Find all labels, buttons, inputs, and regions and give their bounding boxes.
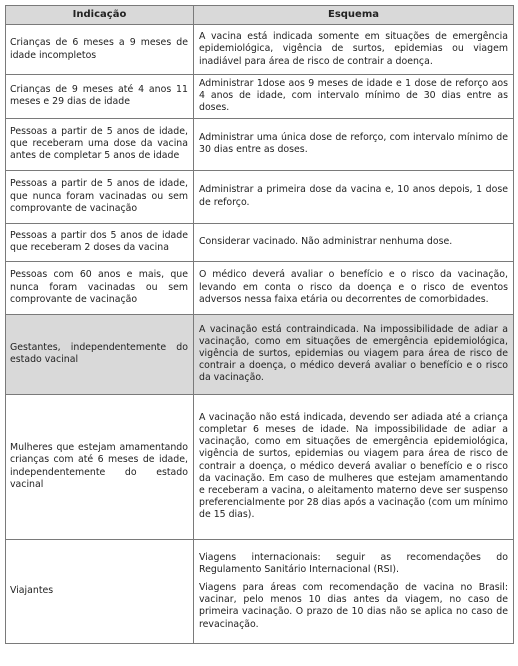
header-indicacao: Indicação (6, 6, 194, 25)
indicacao-text: Pessoas a partir de 5 anos de idade, que receberam uma dose da vacina antes de completar 5 anos de idade (10, 125, 188, 162)
esquema-text: Viagens internacionais: seguir as recomendações do Regulamento Sanitário Internacional (RSI). (199, 551, 508, 575)
table-row (6, 223, 514, 261)
esquema-text: Viagens para áreas com recomendação de vacina no Brasil: vacinar, pelo menos 10 dias antes da viagem, no caso de primeira vacinação. O prazo de 10 dias não se aplica no caso de revacinação. (199, 581, 508, 630)
indicacao-cell (6, 261, 194, 314)
indicacao-cell (6, 539, 194, 643)
indicacao-cell (6, 75, 194, 119)
esquema-text: Administrar a primeira dose da vacina e, 10 anos depois, 1 dose de reforço. (199, 184, 508, 208)
indicacao-cell (6, 118, 194, 170)
esquema-cell (194, 261, 514, 314)
indicacao-text: Crianças de 6 meses a 9 meses de idade incompletos (10, 37, 188, 61)
esquema-text: O médico deverá avaliar o benefício e o risco da vacinação, levando em conta o risco da doença e o risco de eventos adversos nessa faixa etária ou decorrentes de comorbidades. (199, 269, 508, 305)
esquema-cell (194, 394, 514, 539)
indicacao-text: Pessoas a partir dos 5 anos de idade que receberam 2 doses da vacina (10, 229, 188, 254)
vaccination-table-container (5, 5, 513, 644)
esquema-text: Considerar vacinado. Não administrar nenhuma dose. (199, 236, 453, 247)
indicacao-text: Pessoas a partir de 5 anos de idade, que nunca foram vacinadas ou sem comprovante de vacinação (10, 178, 188, 214)
esquema-cell (194, 118, 514, 170)
indicacao-cell (6, 170, 194, 223)
table-row (6, 261, 514, 314)
table-row (6, 394, 514, 539)
vaccination-table (5, 5, 514, 644)
indicacao-cell (6, 314, 194, 394)
table-row (6, 75, 514, 119)
table-row-shaded (6, 314, 514, 394)
esquema-cell (194, 223, 514, 261)
indicacao-text: Mulheres que estejam amamentando crianças com até 6 meses de idade, independentemente do estado vacinal (10, 442, 188, 490)
esquema-cell (194, 170, 514, 223)
esquema-text: Administrar uma única dose de reforço, com intervalo mínimo de 30 dias entre as doses. (199, 131, 508, 156)
table-row (6, 170, 514, 223)
table-row (6, 539, 514, 643)
table-header-row (6, 6, 514, 25)
table-body (6, 25, 514, 644)
indicacao-text: Gestantes, independentemente do estado vacinal (10, 341, 188, 366)
esquema-text: Administrar 1dose aos 9 meses de idade e 1 dose de reforço aos 4 anos de idade, com intervalo mínimo de 30 dias entre as doses. (199, 78, 508, 114)
esquema-cell (194, 314, 514, 394)
header-esquema: Esquema (194, 6, 514, 25)
indicacao-cell (6, 394, 194, 539)
esquema-text: A vacinação está contraindicada. Na impossibilidade de adiar a vacinação, como em situações de emergência epidemiológica, vigência de surtos, epidemias ou viagem para área de risco de contrair a doença, o médico deverá avaliar o benefício e o risco da vacinação. (199, 323, 508, 384)
esquema-cell (194, 25, 514, 75)
esquema-text: A vacina está indicada somente em situações de emergência epidemiológica, vigência de surtos, epidemias ou viagem inadiável para área de risco de contrair a doença. (199, 31, 508, 67)
indicacao-cell (6, 25, 194, 75)
esquema-cell (194, 75, 514, 119)
indicacao-text: Viajantes (10, 585, 54, 596)
indicacao-cell (6, 223, 194, 261)
indicacao-text: Crianças de 9 meses até 4 anos 11 meses e 29 dias de idade (10, 84, 188, 108)
esquema-text: A vacinação não está indicada, devendo ser adiada até a criança completar 6 meses de idade. Na impossibilidade de adiar a vacinação, como em situações de emergência epidemiológica, vigência de surtos, epidemias ou viagem para área de risco de contrair a doença, o médico deverá avaliar o benefício e o risco da vacinação. Em caso de mulheres que estejam amamentando e receberam a vacina, o aleitamento materno deve ser suspenso preferencialmente por 28 dias após a vacinação (com um mínimo de 15 dias). (199, 411, 509, 521)
indicacao-text: Pessoas com 60 anos e mais, que nunca foram vacinadas ou sem comprovante de vacinação (10, 269, 188, 305)
table-row (6, 118, 514, 170)
table-row (6, 25, 514, 75)
esquema-cell (194, 539, 514, 643)
